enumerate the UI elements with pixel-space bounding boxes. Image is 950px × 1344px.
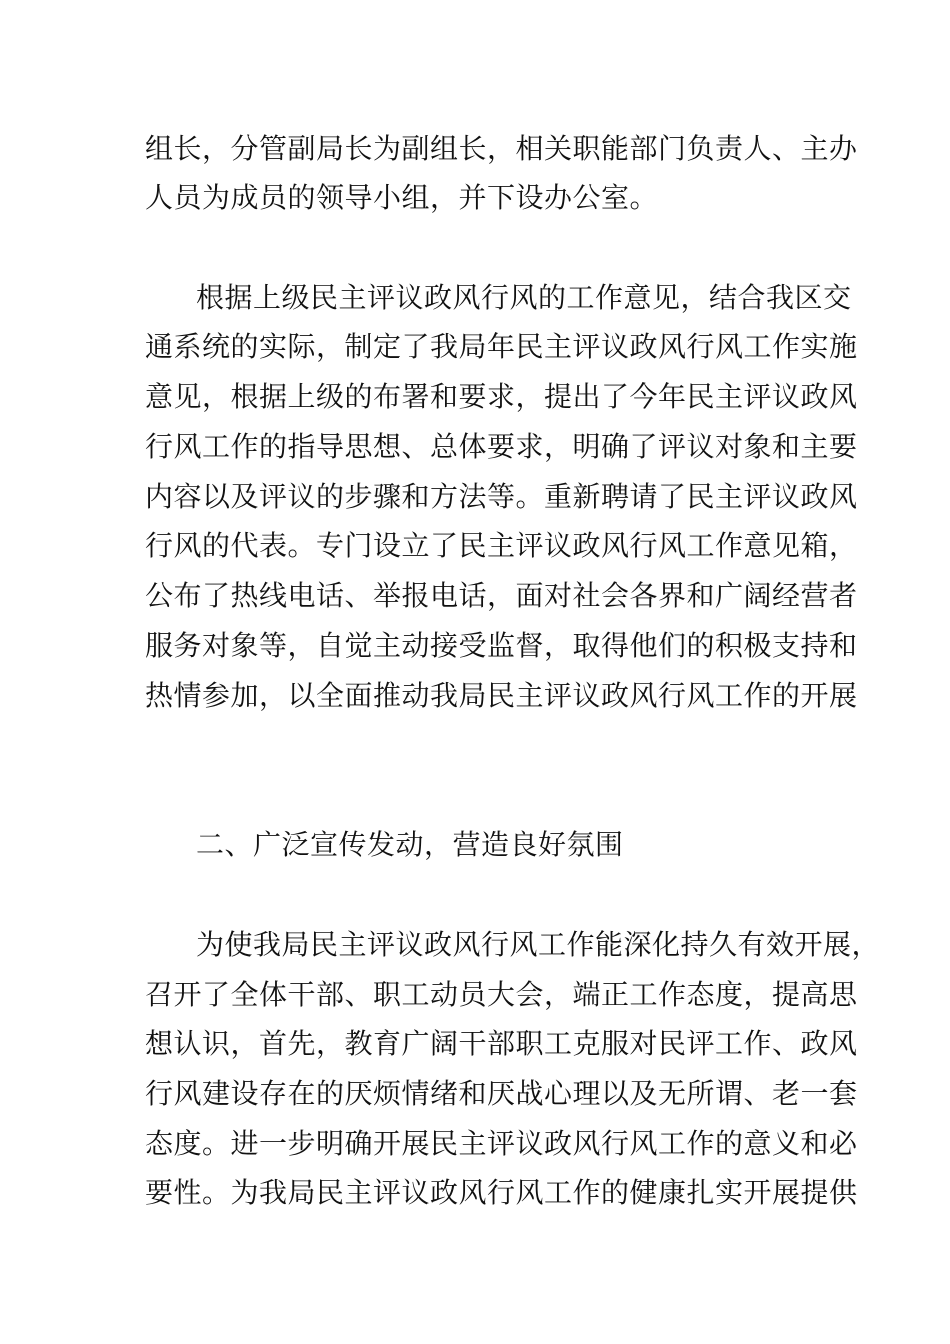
- text-line: 行风工作的指导思想、总体要求，明确了评议对象和主要: [145, 430, 858, 463]
- text-line: 行风建设存在的厌烦情绪和厌战心理以及无所谓、老一套: [145, 1077, 858, 1110]
- text-line: 行风的代表。专门设立了民主评议政风行风工作意见箱，: [145, 529, 858, 562]
- text-line: 根据上级民主评议政风行风的工作意见，结合我区交: [196, 281, 852, 314]
- text-line: 召开了全体干部、职工动员大会，端正工作态度，提高思: [145, 978, 858, 1011]
- text-line: 人员为成员的领导小组，并下设办公室。: [145, 181, 659, 214]
- text-line: 意见，根据上级的布署和要求，提出了今年民主评议政风: [145, 380, 858, 413]
- text-line: 态度。进一步明确开展民主评议政风行风工作的意义和必: [145, 1127, 858, 1160]
- heading-text: 二、广泛宣传发动，营造良好氛围: [196, 828, 624, 861]
- text-line: 热情参加，以全面推动我局民主评议政风行风工作的开展: [145, 679, 858, 712]
- text-line: 想认识，首先，教育广阔干部职工克服对民评工作、政风: [145, 1027, 858, 1060]
- text-line: 通系统的实际，制定了我局年民主评议政风行风工作实施: [145, 330, 858, 363]
- text-line: 内容以及评议的步骤和方法等。重新聘请了民主评议政风: [145, 480, 858, 513]
- text-line: 要性。为我局民主评议政风行风工作的健康扎实开展提供: [145, 1176, 858, 1209]
- text-line: 为使我局民主评议政风行风工作能深化持久有效开展，: [196, 928, 881, 961]
- text-line: 公布了热线电话、举报电话，面对社会各界和广阔经营者: [145, 579, 858, 612]
- text-line: 组长，分管副局长为副组长，相关职能部门负责人、主办: [145, 132, 858, 165]
- text-line: 服务对象等，自觉主动接受监督，取得他们的积极支持和: [145, 629, 858, 662]
